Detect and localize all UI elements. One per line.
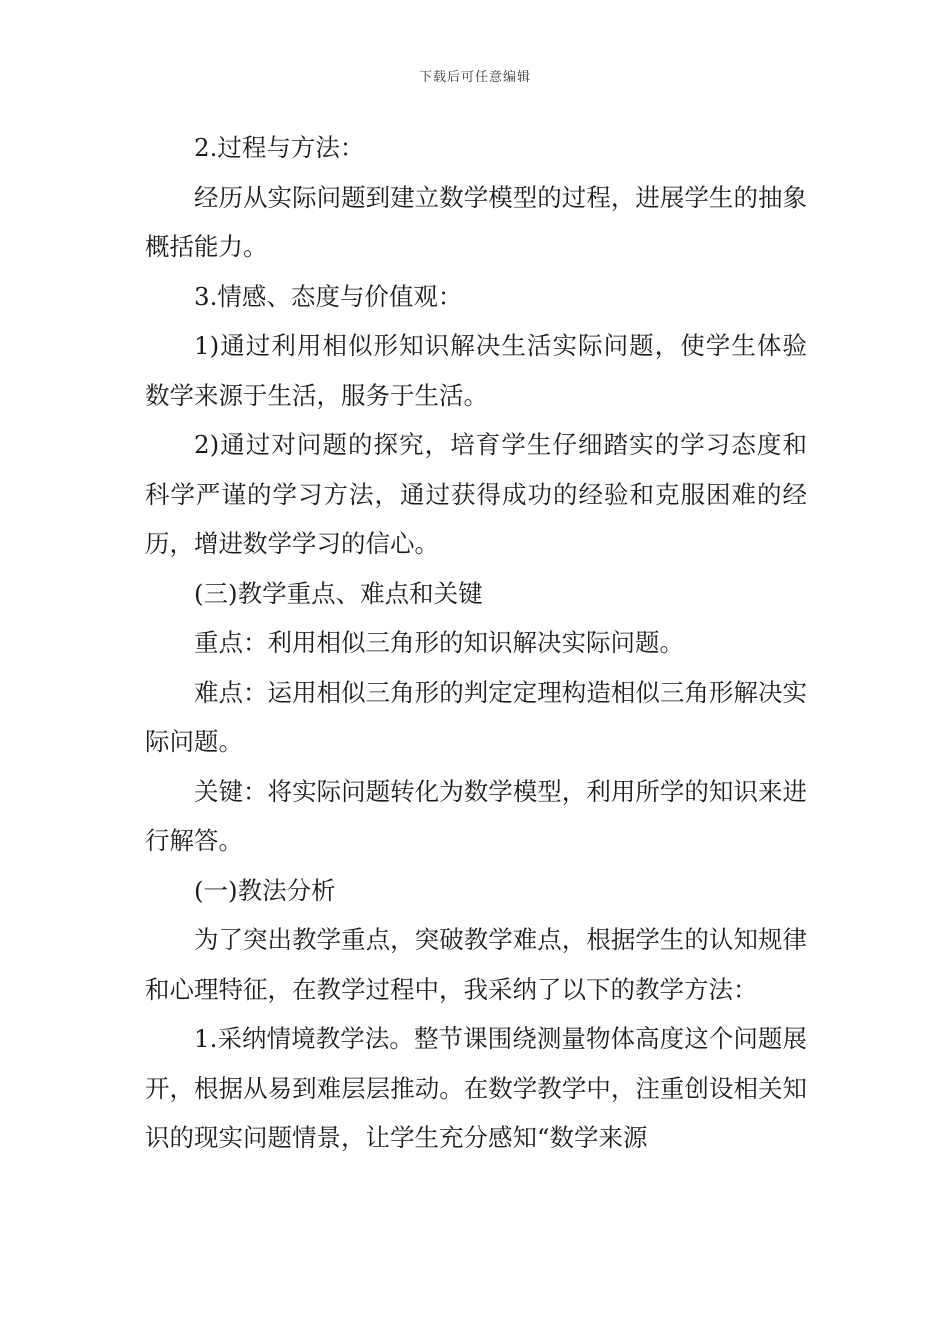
paragraph-emotion-heading: 3.情感、态度与价值观： [194,281,463,311]
paragraph-situational-teaching: 1.采纳情境教学法。整节课围绕测量物体高度这个问题展开，根据从易到难层层推动。在数学教学中，注重创设相关知识的现实问题情景，让学生充分感知“数学来源 [145,1024,807,1152]
paragraph-key-points-heading: (三)教学重点、难点和关键 [194,578,483,608]
paragraph-key: 关键：将实际问题转化为数学模型，利用所学的知识来进行解答。 [145,776,807,855]
paragraph-focus: 重点：利用相似三角形的知识解决实际问题。 [194,628,684,657]
paragraph-process-method: 经历从实际问题到建立数学模型的过程，进展学生的抽象概括能力。 [145,182,807,261]
page-header: 下载后可任意编辑 [418,70,531,85]
paragraph-difficulty: 难点：运用相似三角形的判定定理构造相似三角形解决实际问题。 [145,677,807,756]
paragraph-method-analysis: 为了突出教学重点，突破教学难点，根据学生的认知规律和心理特征，在教学过程中，我采纳了以下的教学方法： [145,925,807,1004]
paragraph-method-analysis-heading: (一)教法分析 [194,875,336,905]
paragraph-process-method-heading: 2.过程与方法： [194,133,365,162]
paragraph-emotion-2: 2)通过对问题的探究，培育学生仔细踏实的学习态度和科学严谨的学习方法，通过获得成功的经验和克服困难的经历，增进数学学习的信心。 [145,430,807,558]
document-body [145,123,807,1163]
paragraph-emotion-1: 1)通过利用相似形知识解决生活实际问题，使学生体验数学来源于生活，服务于生活。 [145,331,807,410]
